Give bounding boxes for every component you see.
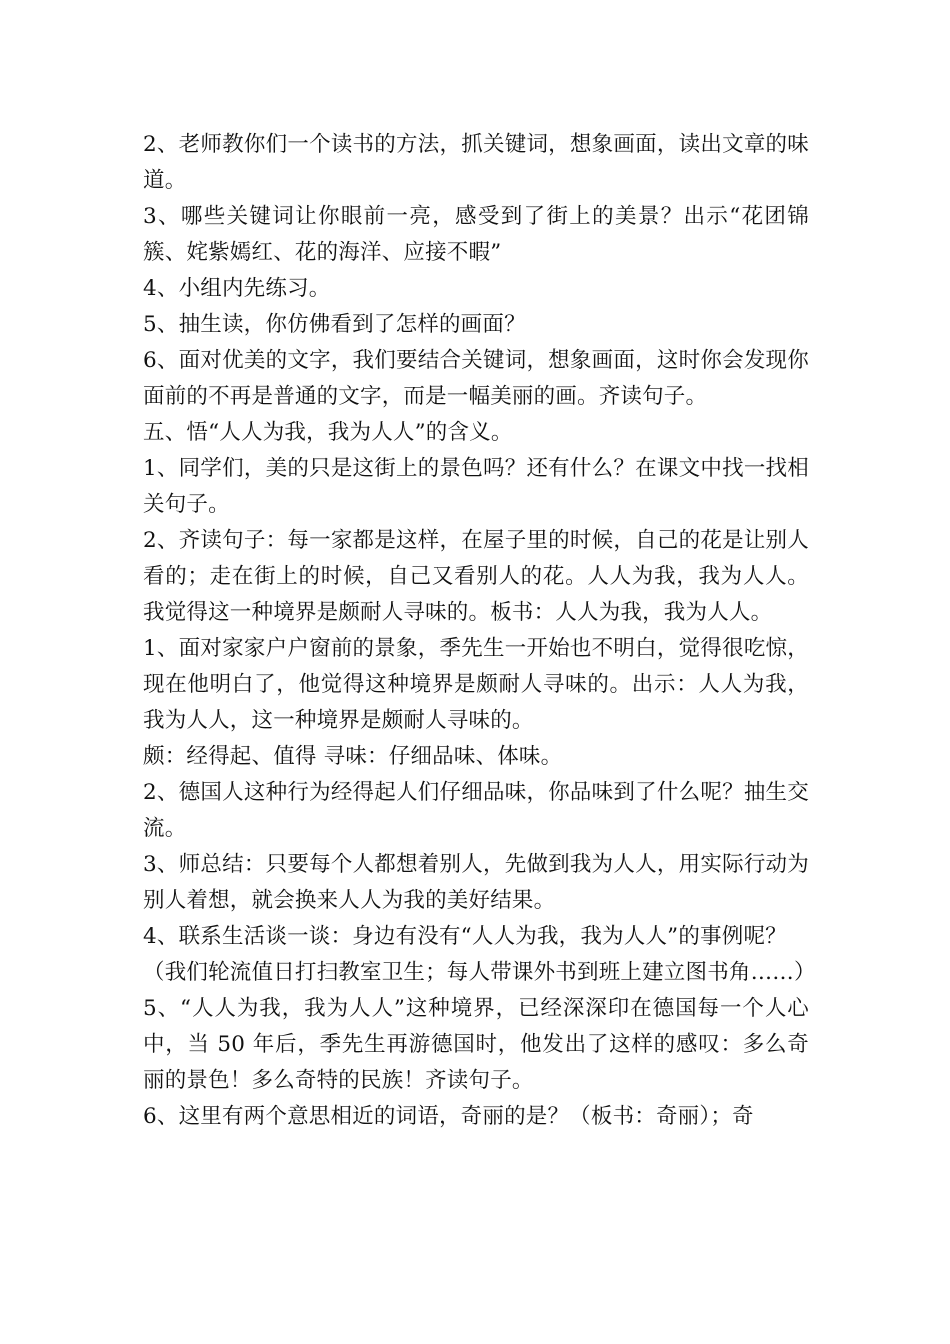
paragraph-section5-step-2b: 2、德国人这种行为经得起人们仔细品味，你品味到了什么呢？抽生交流。 — [143, 780, 809, 841]
paragraph-section5-step-4: 4、联系生活谈一谈：身边有没有“人人为我，我为人人”的事例呢？ — [143, 924, 787, 949]
paragraph-section5-step-5: 5、“人人为我，我为人人”这种境界，已经深深印在德国每一个人心中，当 50 年后，季先生再游德国时，他发出了这样的感叹：多么奇丽的景色！多么奇特的民族！齐读句子。 — [143, 996, 809, 1093]
paragraph-step-2-reading-method: 2、老师教你们一个读书的方法，抓关键词，想象画面，读出文章的味道。 — [143, 132, 809, 193]
paragraph-section5-step-2: 2、齐读句子：每一家都是这样，在屋子里的时候，自己的花是让别人看的；走在街上的时候，自己又看别人的花。人人为我，我为人人。我觉得这一种境界是颇耐人寻味的。板书：人人为我，我为人人。 — [143, 528, 809, 625]
paragraph-step-6-beautiful-text: 6、面对优美的文字，我们要结合关键词，想象画面，这时你会发现你面前的不再是普通的文字，而是一幅美丽的画。齐读句子。 — [143, 348, 809, 409]
paragraph-section5-step-1: 1、同学们，美的只是这街上的景色吗？还有什么？在课文中找一找相关句子。 — [143, 456, 809, 517]
document-body — [143, 127, 816, 1135]
paragraph-step-5-student-reading: 5、抽生读，你仿佛看到了怎样的画面？ — [143, 312, 526, 337]
paragraph-section5-step-6: 6、这里有两个意思相近的词语，奇丽的是？（板书：奇丽）；奇 — [143, 1104, 754, 1129]
section-heading-five: 五、悟“人人为我，我为人人”的含义。 — [143, 420, 513, 445]
paragraph-section5-step-3: 3、师总结：只要每个人都想着别人，先做到我为人人，用实际行动为别人着想，就会换来人人为我的美好结果。 — [143, 852, 809, 913]
paragraph-step-4-group-practice: 4、小组内先练习。 — [143, 276, 331, 301]
paragraph-step-3-keywords: 3、哪些关键词让你眼前一亮，感受到了街上的美景？出示“花团锦簇、姹紫嫣红、花的海洋、应接不暇” — [143, 204, 809, 265]
paragraph-word-explanations: 颇：经得起、值得 寻味：仔细品味、体味。 — [143, 744, 563, 769]
paragraph-examples: （我们轮流值日打扫教室卫生；每人带课外书到班上建立图书角……） — [143, 960, 816, 985]
paragraph-section5-step-1b: 1、面对家家户户窗前的景象，季先生一开始也不明白，觉得很吃惊，现在他明白了，他觉得这种境界是颇耐人寻味的。出示：人人为我，我为人人，这一种境界是颇耐人寻味的。 — [143, 636, 809, 733]
